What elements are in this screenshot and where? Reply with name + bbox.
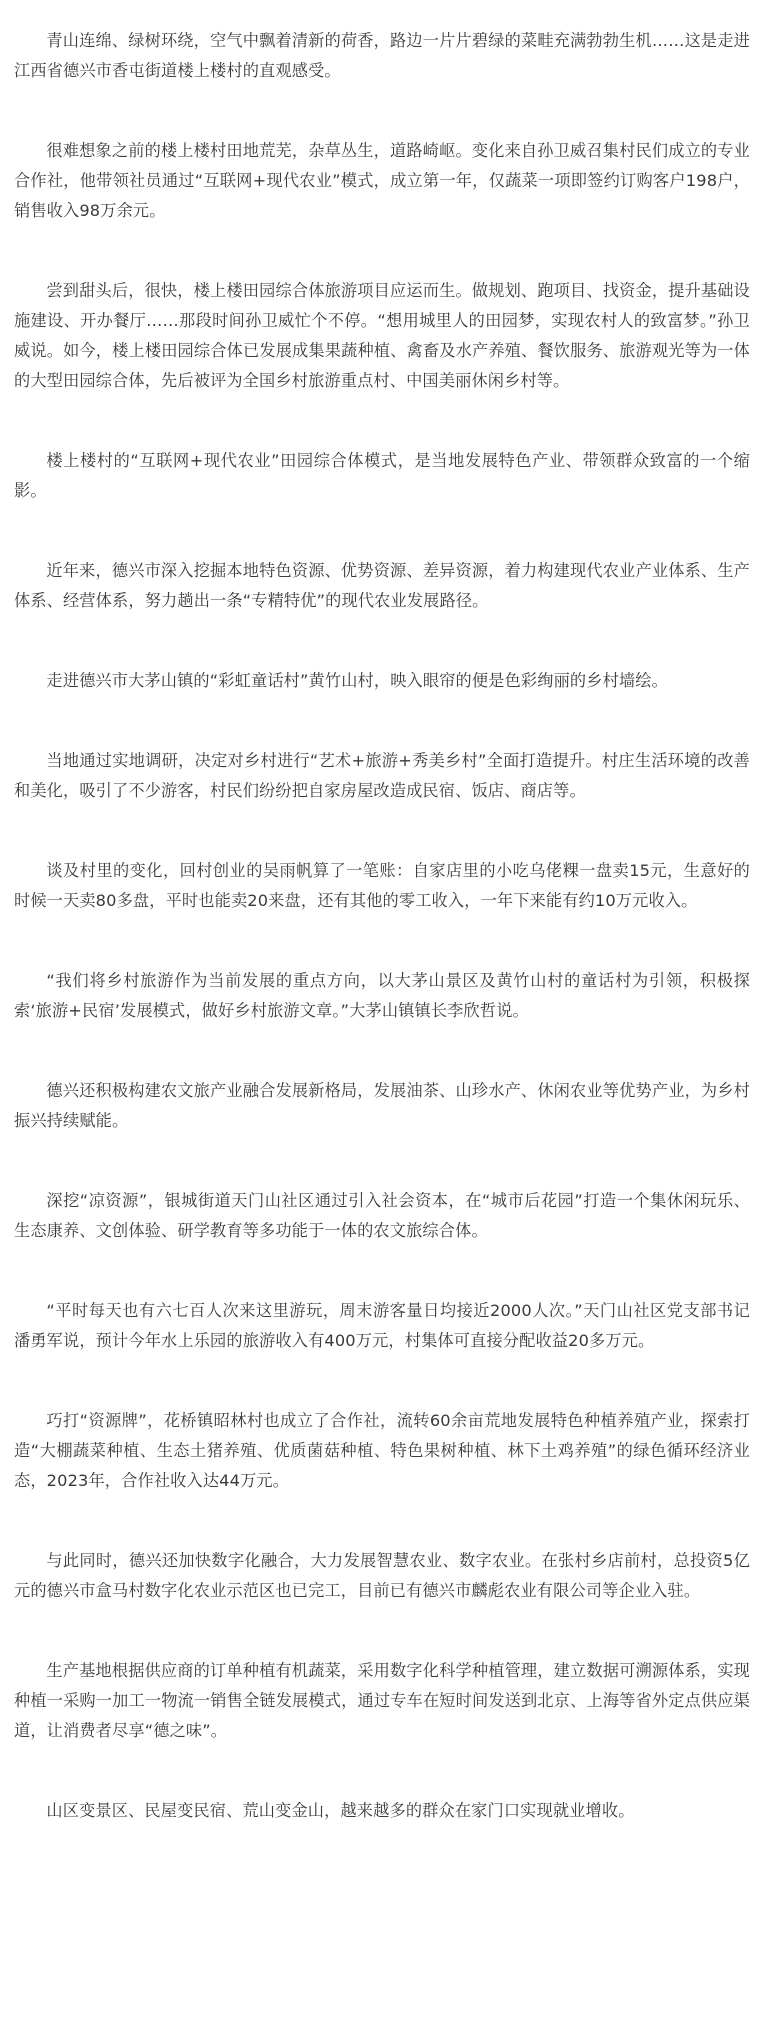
article-paragraph-2: 很难想象之前的楼上楼村田地荒芜，杂草丛生，道路崎岖。变化来自孙卫威召集村民们成立的专业合作社，他带领社员通过“互联网+现代农业”模式，成立第一年，仅蔬菜一项即签约订购客户198户，销售收入98万余元。 bbox=[14, 141, 750, 220]
article-paragraph-4: 楼上楼村的“互联网+现代农业”田园综合体模式，是当地发展特色产业、带领群众致富的一个缩影。 bbox=[14, 451, 750, 500]
article-paragraph-5: 近年来，德兴市深入挖掘本地特色资源、优势资源、差异资源，着力构建现代农业产业体系、生产体系、经营体系，努力趟出一条“专精特优”的现代农业发展路径。 bbox=[14, 561, 750, 610]
article-paragraph-12: “平时每天也有六七百人次来这里游玩，周末游客量日均接近2000人次。”天门山社区党支部书记潘勇军说，预计今年水上乐园的旅游收入有400万元，村集体可直接分配收益20多万元。 bbox=[14, 1301, 750, 1350]
article-paragraph-16: 山区变景区、民屋变民宿、荒山变金山，越来越多的群众在家门口实现就业增收。 bbox=[46, 1801, 635, 1820]
article-paragraph-7: 当地通过实地调研，决定对乡村进行“艺术+旅游+秀美乡村”全面打造提升。村庄生活环境的改善和美化，吸引了不少游客，村民们纷纷把自家房屋改造成民宿、饭店、商店等。 bbox=[14, 751, 750, 800]
article-paragraph-1: 青山连绵、绿树环绕，空气中飘着清新的荷香，路边一片片碧绿的菜畦充满勃勃生机……这是走进江西省德兴市香屯街道楼上楼村的直观感受。 bbox=[14, 31, 750, 80]
article-paragraph-11: 深挖“凉资源”，银城街道天门山社区通过引入社会资本，在“城市后花园”打造一个集休闲玩乐、生态康养、文创体验、研学教育等多功能于一体的农文旅综合体。 bbox=[14, 1191, 750, 1240]
article-paragraph-6: 走进德兴市大茅山镇的“彩虹童话村”黄竹山村，映入眼帘的便是色彩绚丽的乡村墙绘。 bbox=[46, 671, 668, 690]
article-paragraph-3: 尝到甜头后，很快，楼上楼田园综合体旅游项目应运而生。做规划、跑项目、找资金，提升基础设施建设、开办餐厅……那段时间孙卫威忙个不停。“想用城里人的田园梦，实现农村人的致富梦。”孙卫威说。如今，楼上楼田园综合体已发展成集果蔬种植、禽畜及水产养殖、餐饮服务、旅游观光等为一体的大型田园综合体，先后被评为全国乡村旅游重点村、中国美丽休闲乡村等。 bbox=[14, 281, 750, 390]
article-paragraph-14: 与此同时，德兴还加快数字化融合，大力发展智慧农业、数字农业。在张村乡店前村，总投资5亿元的德兴市盒马村数字化农业示范区也已完工，目前已有德兴市麟彪农业有限公司等企业入驻。 bbox=[14, 1551, 750, 1600]
article-paragraph-13: 巧打“资源牌”，花桥镇昭林村也成立了合作社，流转60余亩荒地发展特色种植养殖产业，探索打造“大棚蔬菜种植、生态土猪养殖、优质菌菇种植、特色果树种植、林下土鸡养殖”的绿色循环经济业态，2023年，合作社收入达44万元。 bbox=[14, 1411, 750, 1490]
article-paragraph-9: “我们将乡村旅游作为当前发展的重点方向，以大茅山景区及黄竹山村的童话村为引领，积极探索‘旅游+民宿’发展模式，做好乡村旅游文章。”大茅山镇镇长李欣哲说。 bbox=[14, 971, 750, 1020]
article-paragraph-10: 德兴还积极构建农文旅产业融合发展新格局，发展油茶、山珍水产、休闲农业等优势产业，为乡村振兴持续赋能。 bbox=[14, 1081, 750, 1130]
article-paragraph-15: 生产基地根据供应商的订单种植有机蔬菜，采用数字化科学种植管理，建立数据可溯源体系，实现种植一采购一加工一物流一销售全链发展模式，通过专车在短时间发送到北京、上海等省外定点供应渠道，让消费者尽享“德之味”。 bbox=[14, 1661, 750, 1740]
article-paragraph-8: 谈及村里的变化，回村创业的吴雨帆算了一笔账：自家店里的小吃乌佬粿一盘卖15元，生意好的时候一天卖80多盘，平时也能卖20来盘，还有其他的零工收入，一年下来能有约10万元收入。 bbox=[14, 861, 750, 910]
